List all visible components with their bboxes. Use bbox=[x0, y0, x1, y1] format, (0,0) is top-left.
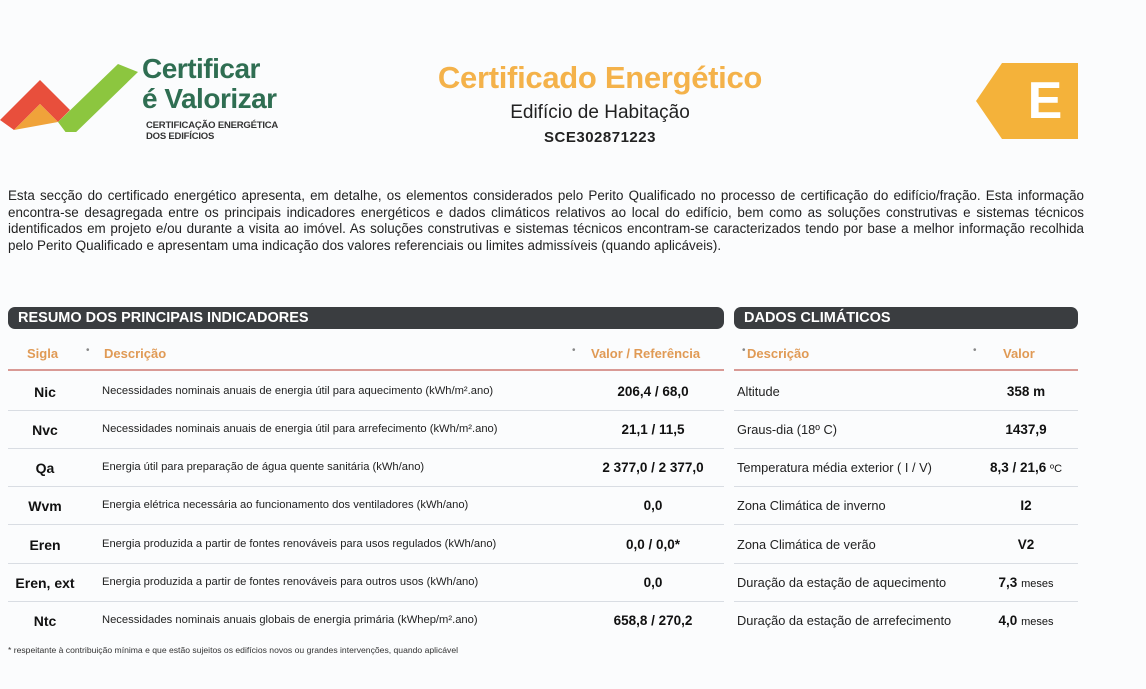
indicator-sigla: Nic bbox=[34, 384, 56, 400]
indicator-sigla: Nvc bbox=[32, 422, 58, 438]
indicator-row-nic bbox=[8, 373, 724, 411]
col-valor: Valor / Referência bbox=[591, 346, 701, 361]
indicator-descricao: Necessidades nominais anuais de energia útil para arrefecimento (kWh/m².ano) bbox=[102, 423, 498, 435]
climate-valor: 4,0 meses bbox=[998, 613, 1054, 628]
climate-row-divider bbox=[734, 448, 1078, 449]
sort-dot-icon: • bbox=[86, 345, 90, 356]
climate-descricao: Zona Climática de verão bbox=[737, 537, 876, 552]
indicator-valor: 0,0 bbox=[643, 498, 663, 513]
certificate-code: SCE302871223 bbox=[544, 129, 656, 146]
indicator-row-nvc bbox=[8, 411, 724, 449]
climate-valor: 7,3 meses bbox=[998, 575, 1054, 590]
indicator-valor: 0,0 bbox=[643, 575, 663, 590]
climate-row-temperatura bbox=[734, 449, 1078, 487]
indicator-descricao: Necessidades nominais anuais globais de energia primária (kWhep/m².ano) bbox=[102, 614, 478, 626]
climate-row-divider bbox=[734, 524, 1078, 525]
climate-unit: meses bbox=[1021, 578, 1054, 590]
sort-dot-icon: • bbox=[572, 345, 576, 356]
indicator-descricao: Energia elétrica necessária ao funcionamento dos ventiladores (kWh/ano) bbox=[102, 499, 469, 511]
climate-row-zona-inverno bbox=[734, 487, 1078, 525]
indicator-descricao: Energia útil para preparação de água quente sanitária (kWh/ano) bbox=[102, 461, 425, 473]
climate-row-zona-verao bbox=[734, 526, 1078, 564]
indicator-valor: 658,8 / 270,2 bbox=[613, 613, 693, 628]
climate-unit: ºC bbox=[1050, 463, 1063, 475]
indicator-valor: 21,1 / 11,5 bbox=[621, 422, 685, 437]
indicator-valor: 0,0 / 0,0* bbox=[625, 537, 681, 552]
row-divider bbox=[8, 524, 724, 525]
logo-check-icon bbox=[0, 52, 140, 132]
col-sigla: Sigla bbox=[27, 346, 59, 361]
indicator-sigla: Qa bbox=[35, 460, 55, 476]
indicator-valor: 2 377,0 / 2 377,0 bbox=[602, 460, 704, 475]
row-divider bbox=[8, 563, 724, 564]
row-divider bbox=[8, 601, 724, 602]
climate-header-divider bbox=[734, 369, 1078, 371]
indicator-sigla: Ntc bbox=[33, 613, 57, 629]
energy-class-letter: E bbox=[1027, 72, 1063, 130]
indicator-valor: 206,4 / 68,0 bbox=[617, 384, 689, 399]
climate-col-descricao: Descrição bbox=[747, 346, 810, 361]
climate-valor: 8,3 / 21,6 ºC bbox=[989, 460, 1063, 475]
footnote: * respeitante à contribuição mínima e que estão sujeitos os edifícios novos ou grandes intervenções, quando aplicável bbox=[8, 645, 459, 655]
header-divider bbox=[8, 369, 724, 371]
climate-descricao: Duração da estação de aquecimento bbox=[737, 575, 947, 590]
indicator-row-wvm bbox=[8, 487, 724, 525]
col-descricao: Descrição bbox=[104, 346, 167, 361]
climate-row-divider bbox=[734, 486, 1078, 487]
indicator-sigla: Wvm bbox=[28, 498, 62, 514]
indicator-row-eren-ext bbox=[8, 564, 724, 602]
climate-row-divider bbox=[734, 410, 1078, 411]
indicator-descricao: Energia produzida a partir de fontes renováveis para outros usos (kWh/ano) bbox=[102, 576, 479, 588]
logo-line-2: é Valorizar bbox=[142, 83, 277, 114]
climate-row-aquecimento bbox=[734, 564, 1078, 602]
indicator-row-eren bbox=[8, 526, 724, 564]
climate-row-divider bbox=[734, 563, 1078, 564]
row-divider bbox=[8, 410, 724, 411]
logo-sub-1: CERTIFICAÇÃO ENERGÉTICA bbox=[146, 120, 279, 131]
climate-descricao: Graus-dia (18º C) bbox=[737, 422, 837, 437]
sort-dot-icon: • bbox=[973, 345, 977, 356]
climate-valor: 358 m bbox=[1006, 384, 1046, 399]
indicator-descricao: Energia produzida a partir de fontes renováveis para usos regulados (kWh/ano) bbox=[102, 538, 497, 550]
climate-descricao: Altitude bbox=[737, 384, 780, 399]
climate-row-divider bbox=[734, 601, 1078, 602]
indicator-row-qa bbox=[8, 449, 724, 487]
certificate-title: Certificado Energético bbox=[437, 60, 763, 95]
climate-row-arrefecimento bbox=[734, 602, 1078, 640]
climate-valor: V2 bbox=[1017, 537, 1035, 552]
climate-row-graus-dia bbox=[734, 411, 1078, 449]
climate-valor: 1437,9 bbox=[1005, 422, 1047, 437]
logo-sub-2: DOS EDIFÍCIOS bbox=[146, 131, 215, 142]
indicator-row-ntc bbox=[8, 602, 724, 640]
building-type: Edifício de Habitação bbox=[510, 102, 690, 123]
indicators-section-title: RESUMO DOS PRINCIPAIS INDICADORES bbox=[8, 307, 724, 329]
indicator-descricao: Necessidades nominais anuais de energia útil para aquecimento (kWh/m².ano) bbox=[102, 385, 494, 397]
climate-descricao: Temperatura média exterior ( I / V) bbox=[737, 460, 932, 475]
row-divider bbox=[8, 448, 724, 449]
certificate-header bbox=[390, 60, 810, 146]
climate-valor: I2 bbox=[1020, 498, 1032, 513]
indicator-sigla: Eren, ext bbox=[15, 575, 75, 591]
intro-paragraph: Esta secção do certificado energético apresenta, em detalhe, os elementos considerados pelo Perito Qualificado no processo de certificação do edifício/fração. Esta informação encontra-se desagregada entre os principais indicadores energéticos e dados climáticos relativos ao local do edifício, bem como as soluções construtivas e sistemas técnicos identificados em projeto e/ou durante a visita ao imóvel. As soluções construtivas e sistemas técnicos encontram-se caracterizados tendo por base a melhor informação recolhida pelo Perito Qualificado e apresentam uma indicação dos valores referenciais ou limites admissíveis (quando aplicáveis). bbox=[8, 188, 1084, 253]
climate-row-altitude bbox=[734, 373, 1078, 411]
climate-col-valor: Valor bbox=[1003, 346, 1035, 361]
energy-class-badge bbox=[976, 63, 1078, 139]
logo-line-1: Certificar bbox=[142, 53, 260, 84]
climate-descricao: Duração da estação de arrefecimento bbox=[737, 613, 952, 628]
climate-unit: meses bbox=[1021, 616, 1054, 628]
certificar-logo bbox=[0, 52, 300, 152]
indicator-sigla: Eren bbox=[29, 537, 61, 553]
climate-section-title: DADOS CLIMÁTICOS bbox=[734, 307, 1078, 329]
climate-descricao: Zona Climática de inverno bbox=[737, 498, 886, 513]
sort-dot-icon: • bbox=[742, 345, 746, 356]
row-divider bbox=[8, 486, 724, 487]
